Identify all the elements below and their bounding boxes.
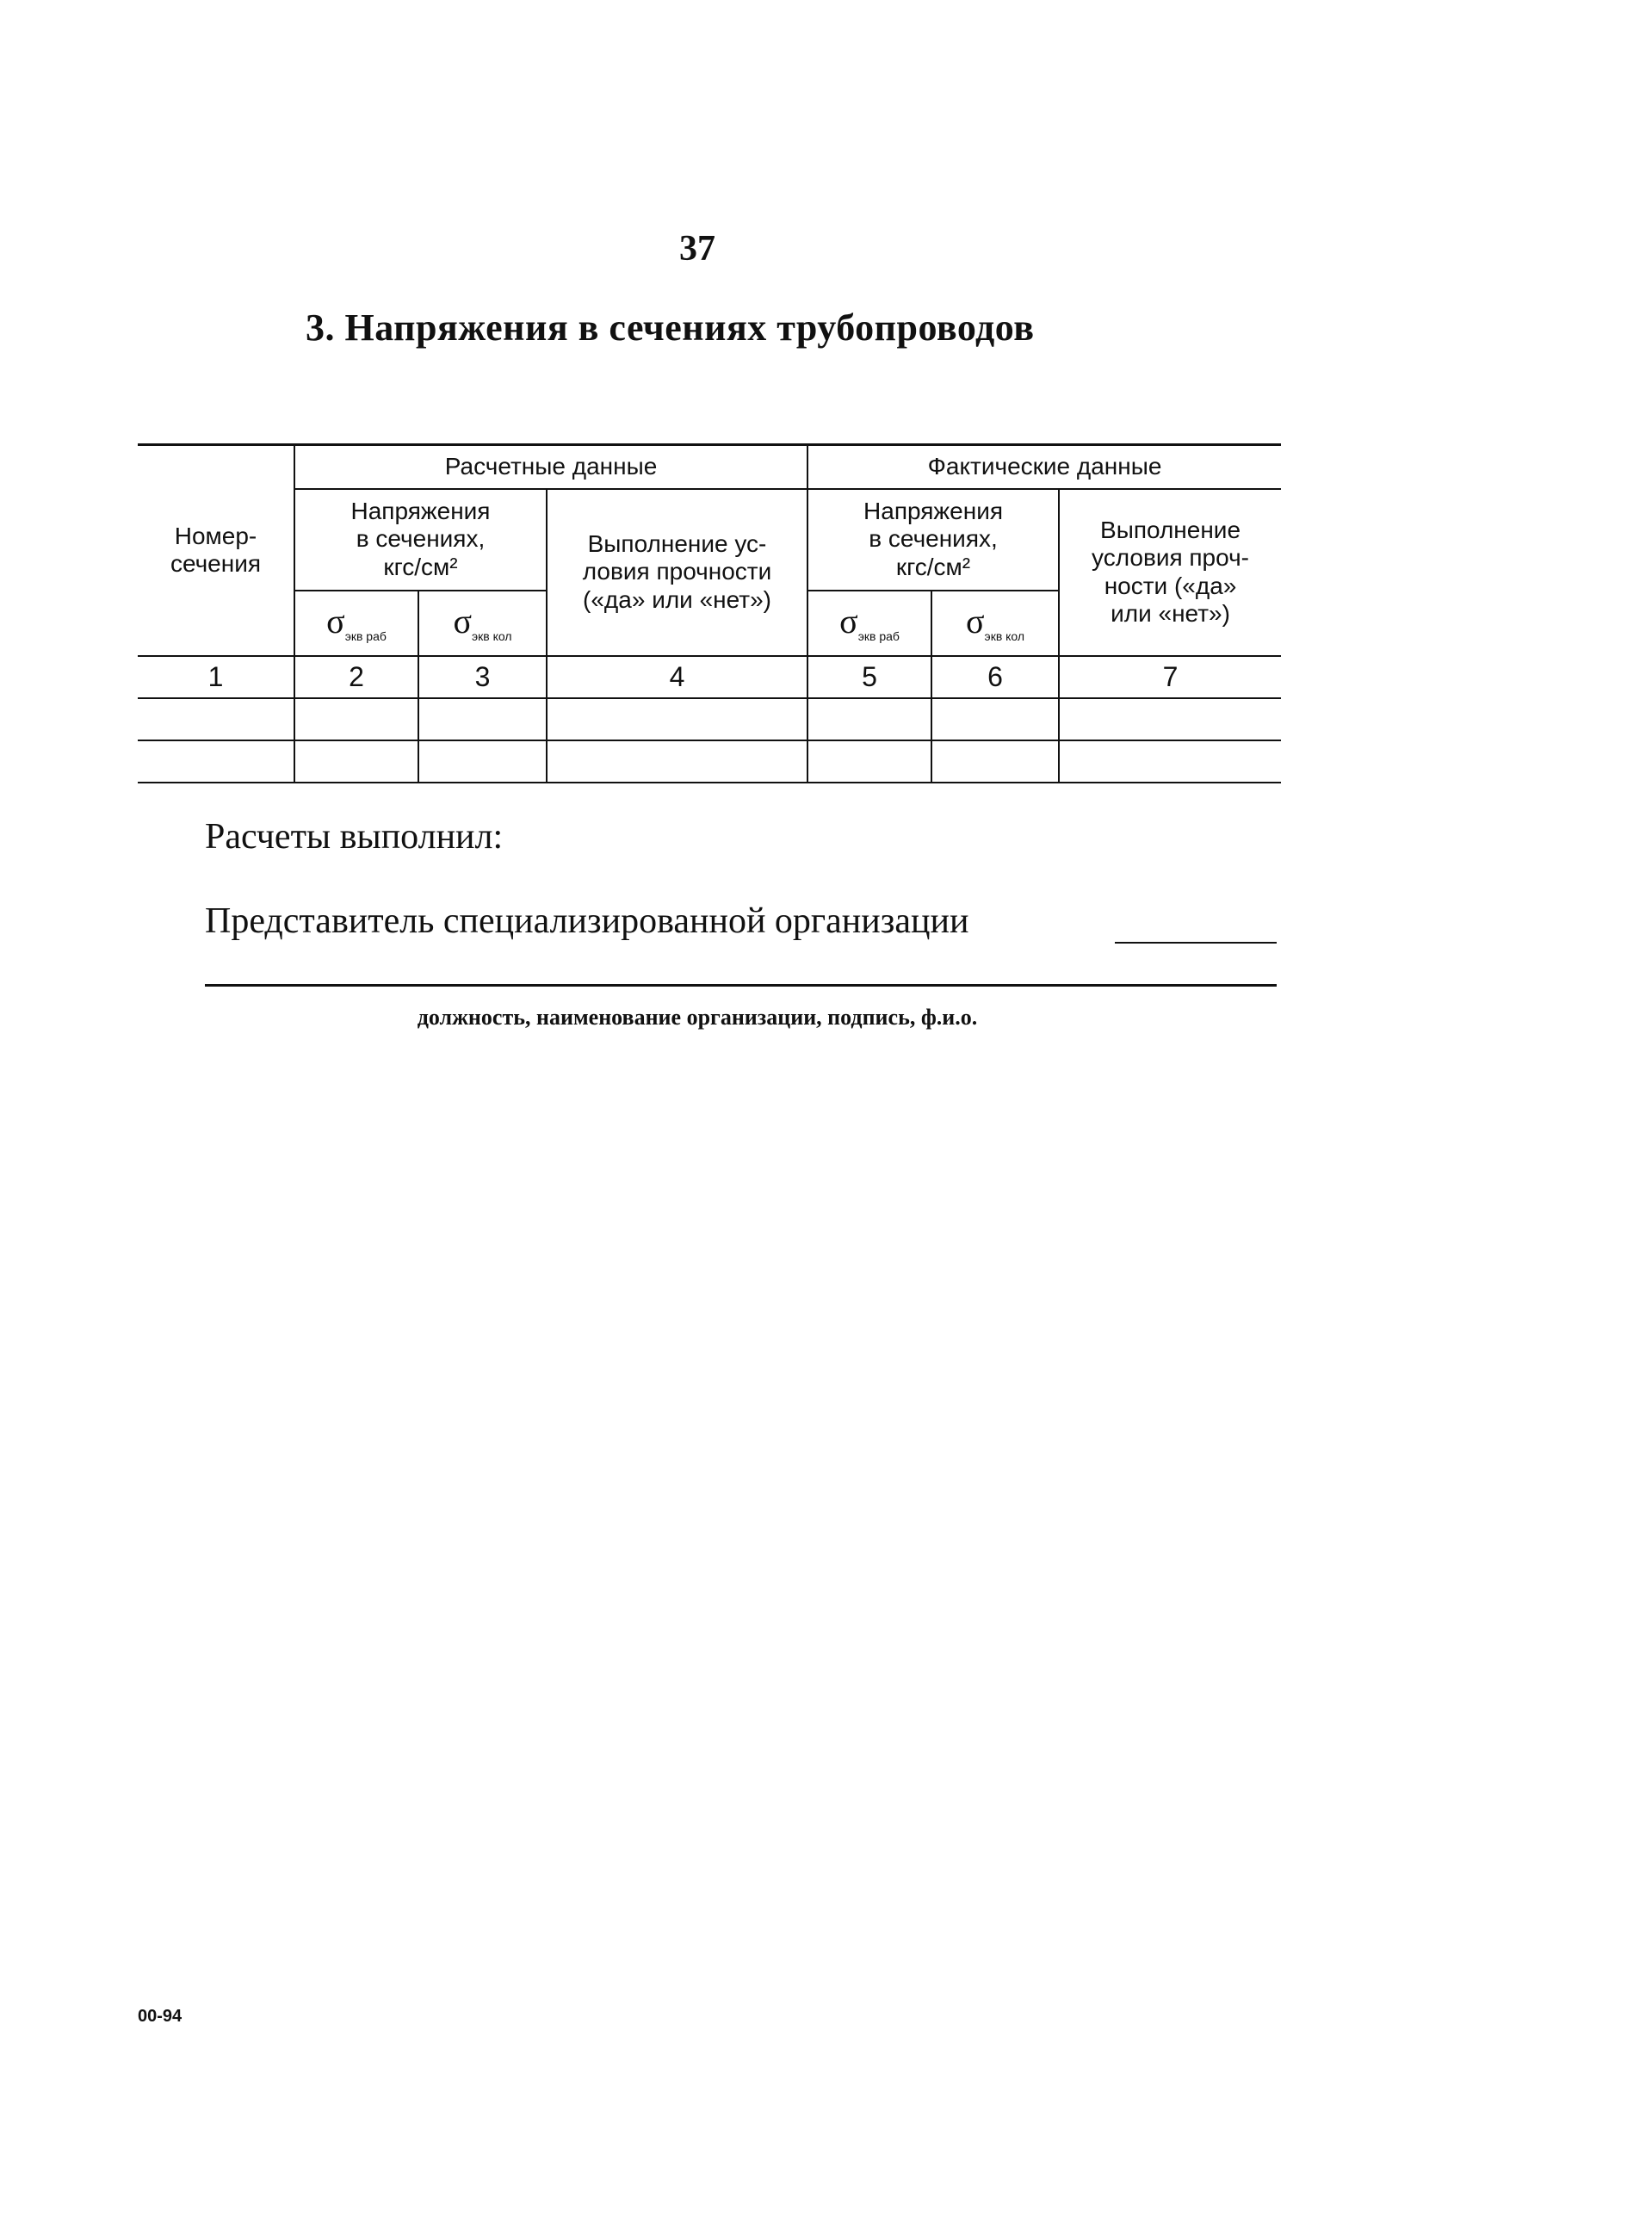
sigma-actual-work: $\sigma_{экв раб}$ <box>807 591 931 656</box>
table-cell[interactable] <box>807 740 931 783</box>
representative-blank-line[interactable] <box>1115 942 1277 944</box>
sigma-actual-col: $\sigma_{экв кол}$ <box>931 591 1059 656</box>
header-actual-data: Фактические данные <box>807 445 1281 489</box>
table-cell[interactable] <box>931 740 1059 783</box>
sigma-calc-work: $\sigma_{экв раб}$ <box>294 591 418 656</box>
section-title: 3. Напряжения в сечениях трубопроводов <box>306 306 1035 349</box>
col-number-6: 6 <box>931 656 1059 698</box>
representative-label: Представитель специализированной организации <box>205 901 969 941</box>
table-cell[interactable] <box>138 698 294 740</box>
page-number: 37 <box>679 229 715 269</box>
table-cell[interactable] <box>294 740 418 783</box>
table-cell[interactable] <box>418 698 547 740</box>
table-cell[interactable] <box>931 698 1059 740</box>
table-cell[interactable] <box>418 740 547 783</box>
col-number-2: 2 <box>294 656 418 698</box>
table-cell[interactable] <box>1059 740 1281 783</box>
sigma-calc-col: $\sigma_{экв кол}$ <box>418 591 547 656</box>
table-cell[interactable] <box>1059 698 1281 740</box>
table-cell[interactable] <box>547 698 807 740</box>
header-actual-strength: Выполнение условия проч- ности («да» или «нет») <box>1059 489 1281 656</box>
signature-line[interactable] <box>205 984 1277 987</box>
header-actual-stress: Напряжения в сечениях, кгс/см² <box>807 489 1059 591</box>
table-cell[interactable] <box>547 740 807 783</box>
col-number-5: 5 <box>807 656 931 698</box>
table-row <box>138 698 1281 740</box>
table-cell[interactable] <box>294 698 418 740</box>
signature-caption: должность, наименование организации, подпись, ф.и.о. <box>417 1005 978 1030</box>
col-number-7: 7 <box>1059 656 1281 698</box>
document-code: 00-94 <box>138 2007 183 2026</box>
table-row <box>138 740 1281 783</box>
header-calculated-data: Расчетные данные <box>294 445 807 489</box>
table-cell[interactable] <box>807 698 931 740</box>
representative-row <box>205 901 1281 949</box>
col-number-3: 3 <box>418 656 547 698</box>
stress-table <box>138 443 1281 783</box>
header-calc-stress: Напряжения в сечениях, кгс/см² <box>294 489 547 591</box>
col-number-4: 4 <box>547 656 807 698</box>
calc-performed-label: Расчеты выполнил: <box>205 817 504 857</box>
table-cell[interactable] <box>138 740 294 783</box>
header-section-number: Номер- сечения <box>138 445 294 656</box>
col-number-1: 1 <box>138 656 294 698</box>
header-calc-strength: Выполнение ус- ловия прочности («да» или «нет») <box>547 489 807 656</box>
